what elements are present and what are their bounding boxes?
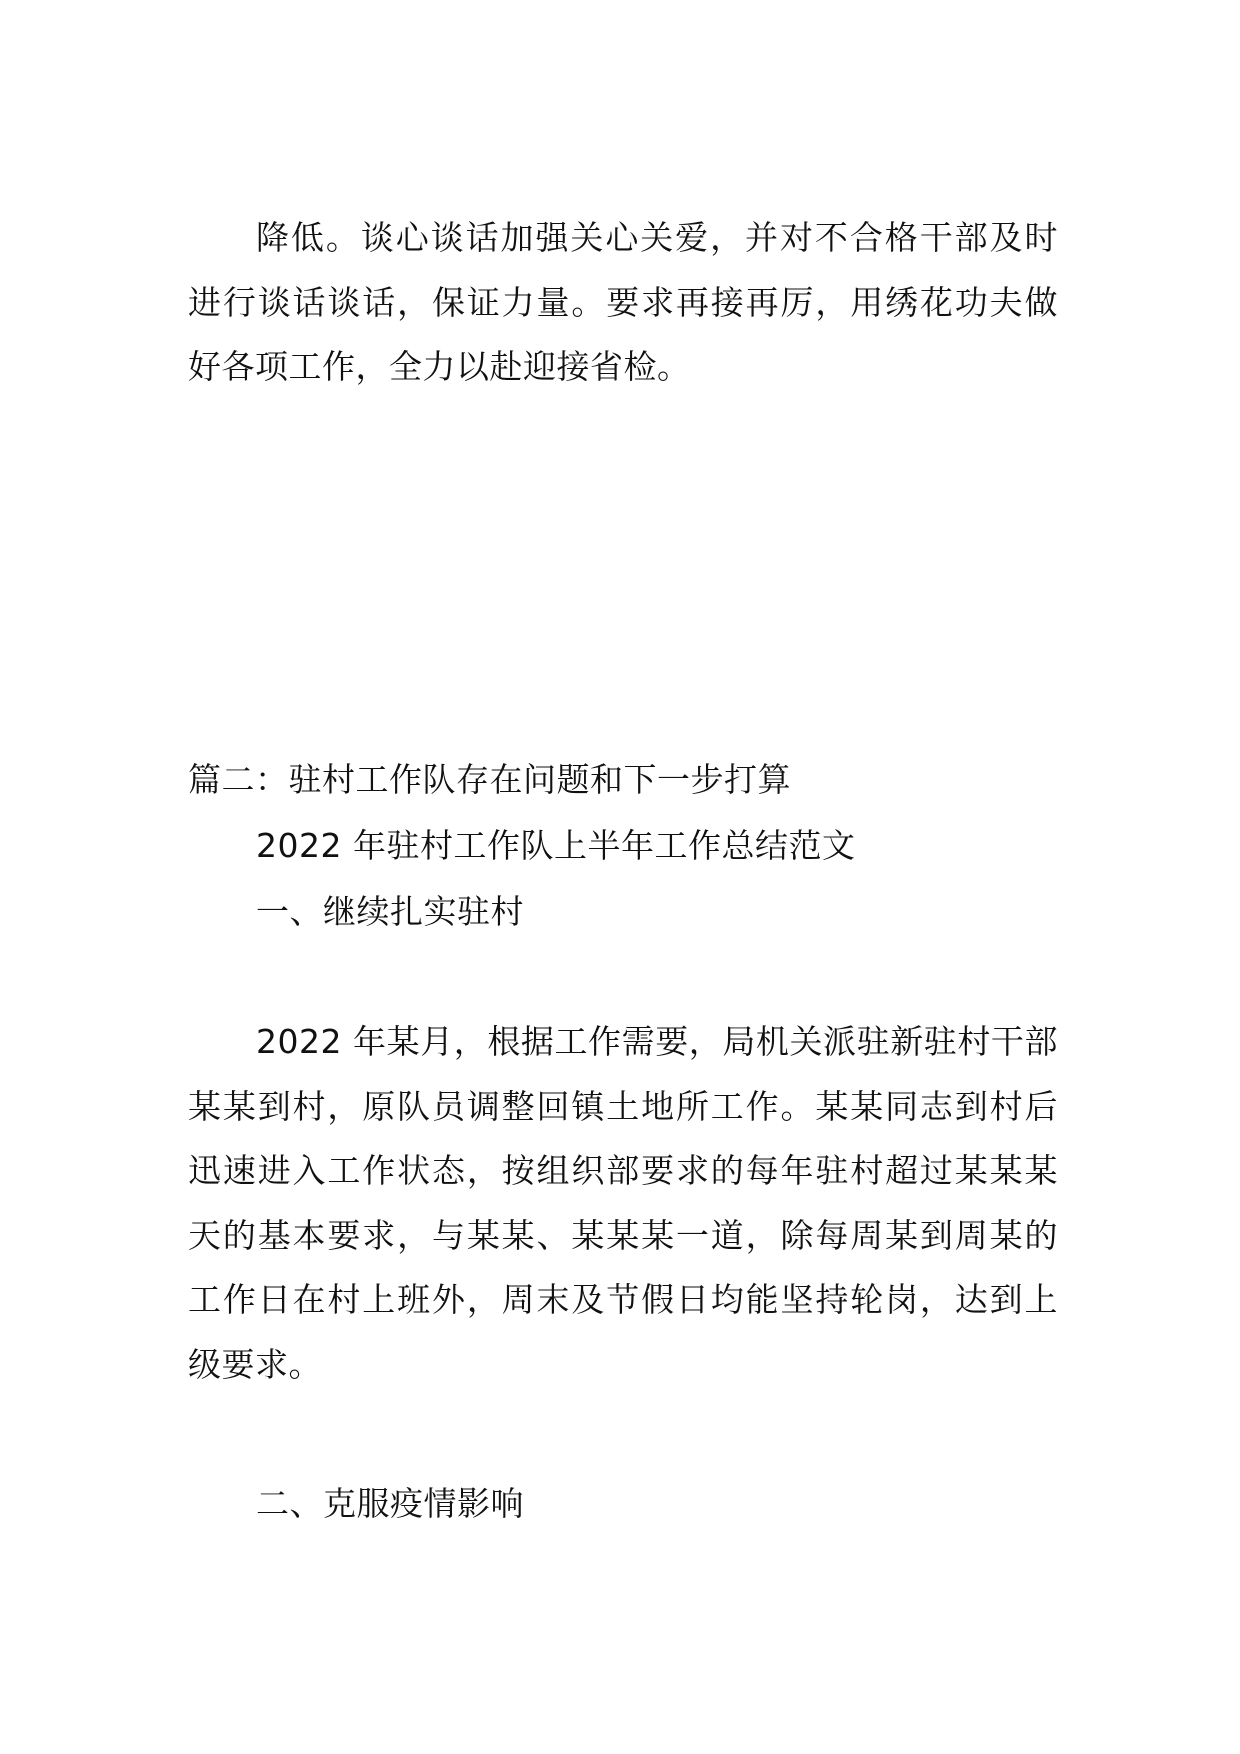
- section-heading: 篇二：驻村工作队存在问题和下一步打算: [188, 760, 791, 799]
- subheading-continue-stationing: 一、继续扎实驻村: [256, 892, 524, 931]
- article-title: 2022 年驻村工作队上半年工作总结范文: [256, 826, 856, 865]
- paragraph-continuation: 降低。谈心谈话加强关心关爱，并对不合格干部及时进行谈话谈话，保证力量。要求再接再厉，用绣花功夫做好各项工作，全力以赴迎接省检。: [188, 218, 1058, 386]
- subheading-overcome-epidemic: 二、克服疫情影响: [256, 1484, 524, 1523]
- paragraph-staffing: 2022 年某月，根据工作需要，局机关派驻新驻村干部某某到村，原队员调整回镇土地所工作。某某同志到村后迅速进入工作状态，按组织部要求的每年驻村超过某某某天的基本要求，与某某、某某某一道，除每周某到周某的工作日在村上班外，周末及节假日均能坚持轮岗，达到上级要求。: [188, 1022, 1058, 1384]
